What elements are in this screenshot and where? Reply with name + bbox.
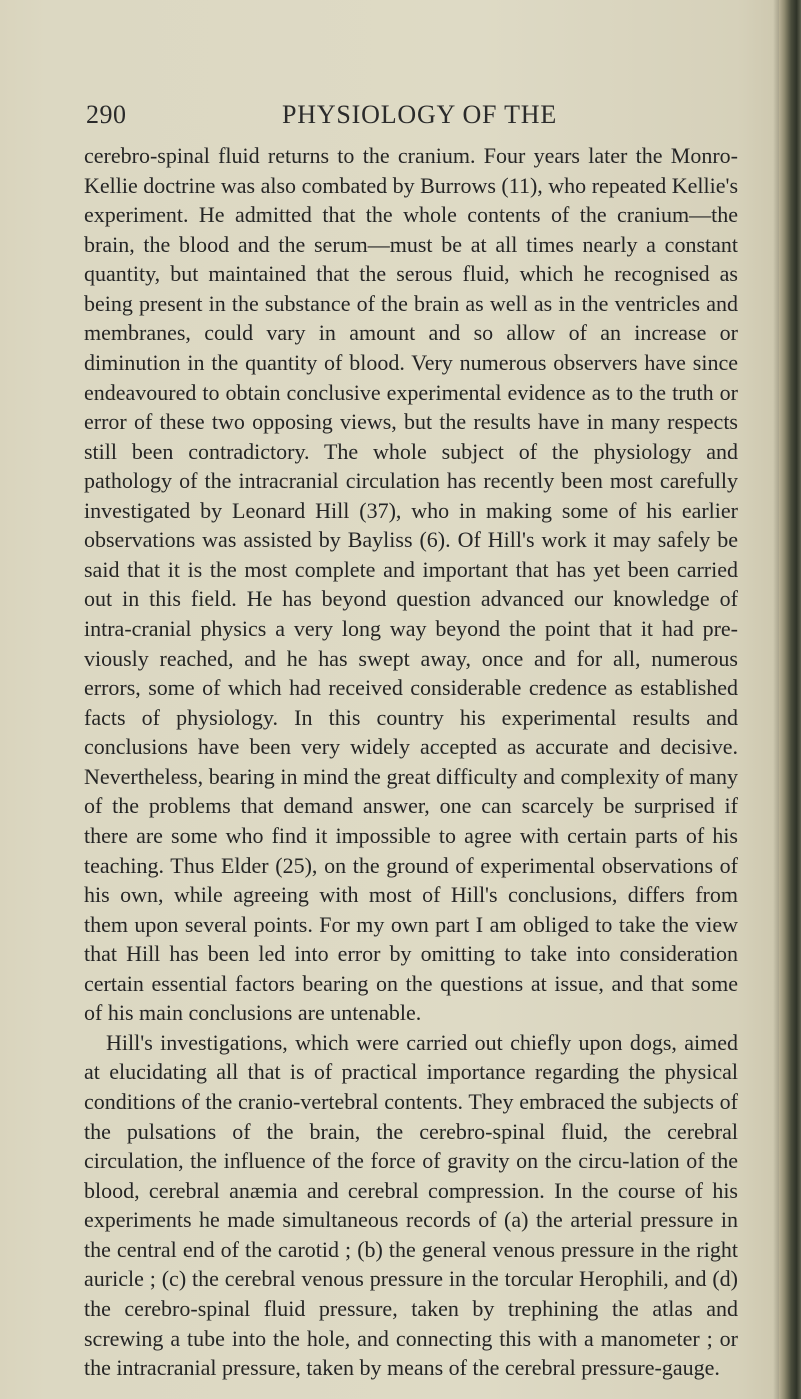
- paragraph: cerebro-spinal fluid returns to the cranium. Four years later the Monro-Kellie doctrine was also combated by Burrows (11), who repeated Kellie's experiment. He admitted that the whole contents of the cranium—the brain, the blood and the serum—must be at all times nearly a constant quantity, but maintained that the serous fluid, which he recognised as being present in the substance of the brain as well as in the ventricles and membranes, could vary in amount and so allow of an increase or diminution in the quantity of blood. Very numerous observers have since endeavoured to obtain conclusive experimental evidence as to the truth or error of these two opposing views, but the results have in many respects still been contradictory. The whole subject of the physiology and pathology of the intracranial circulation has recently been most carefully investigated by Leonard Hill (37), who in making some of his earlier observations was assisted by Bayliss (6). Of Hill's work it may safely be said that it is the most complete and important that has yet been carried out in this field. He has beyond question advanced our knowledge of intra-cranial physics a very long way beyond the point that it had pre-viously reached, and he has swept away, once and for all, numerous errors, some of which had received considerable credence as established facts of physiology. In this country his experimental results and conclusions have been very widely accepted as accurate and decisive. Nevertheless, bearing in mind the great difficulty and complexity of many of the problems that demand answer, one can scarcely be surprised if there are some who find it impossible to agree with certain parts of his teaching. Thus Elder (25), on the ground of experimental observations of his own, while agreeing with most of Hill's conclusions, differs from them upon several points. For my own part I am obliged to take the view that Hill has been led into error by omitting to take into consideration certain essential factors bearing on the questions at issue, and that some of his main conclusions are untenable.: [84, 143, 738, 1026]
- paragraph: Hill's investigations, which were carried out chiefly upon dogs, aimed at elucidating all that is of practical importance regarding the physical conditions of the cranio-vertebral contents. They embraced the subjects of the pulsations of the brain, the cerebro-spinal fluid, the cerebral circulation, the influence of the force of gravity on the circu-lation of the blood, cerebral anæmia and cerebral compression. In the course of his experiments he made simultaneous records of (a) the arterial pressure in the central end of the carotid ; (b) the general venous pressure in the right auricle ; (c) the cerebral venous pressure in the torcular Herophili, and (d) the cerebro-spinal fluid pressure, taken by trephining the atlas and screwing a tube into the hole, and connecting this with a manometer ; or the intracranial pressure, taken by means of the cerebral pressure-gauge.: [84, 1029, 738, 1381]
- book-binding-edge: [779, 0, 801, 1399]
- body-text: [84, 141, 738, 1383]
- page-number: 290: [86, 100, 127, 129]
- running-head: PHYSIOLOGY OF THE: [282, 100, 558, 129]
